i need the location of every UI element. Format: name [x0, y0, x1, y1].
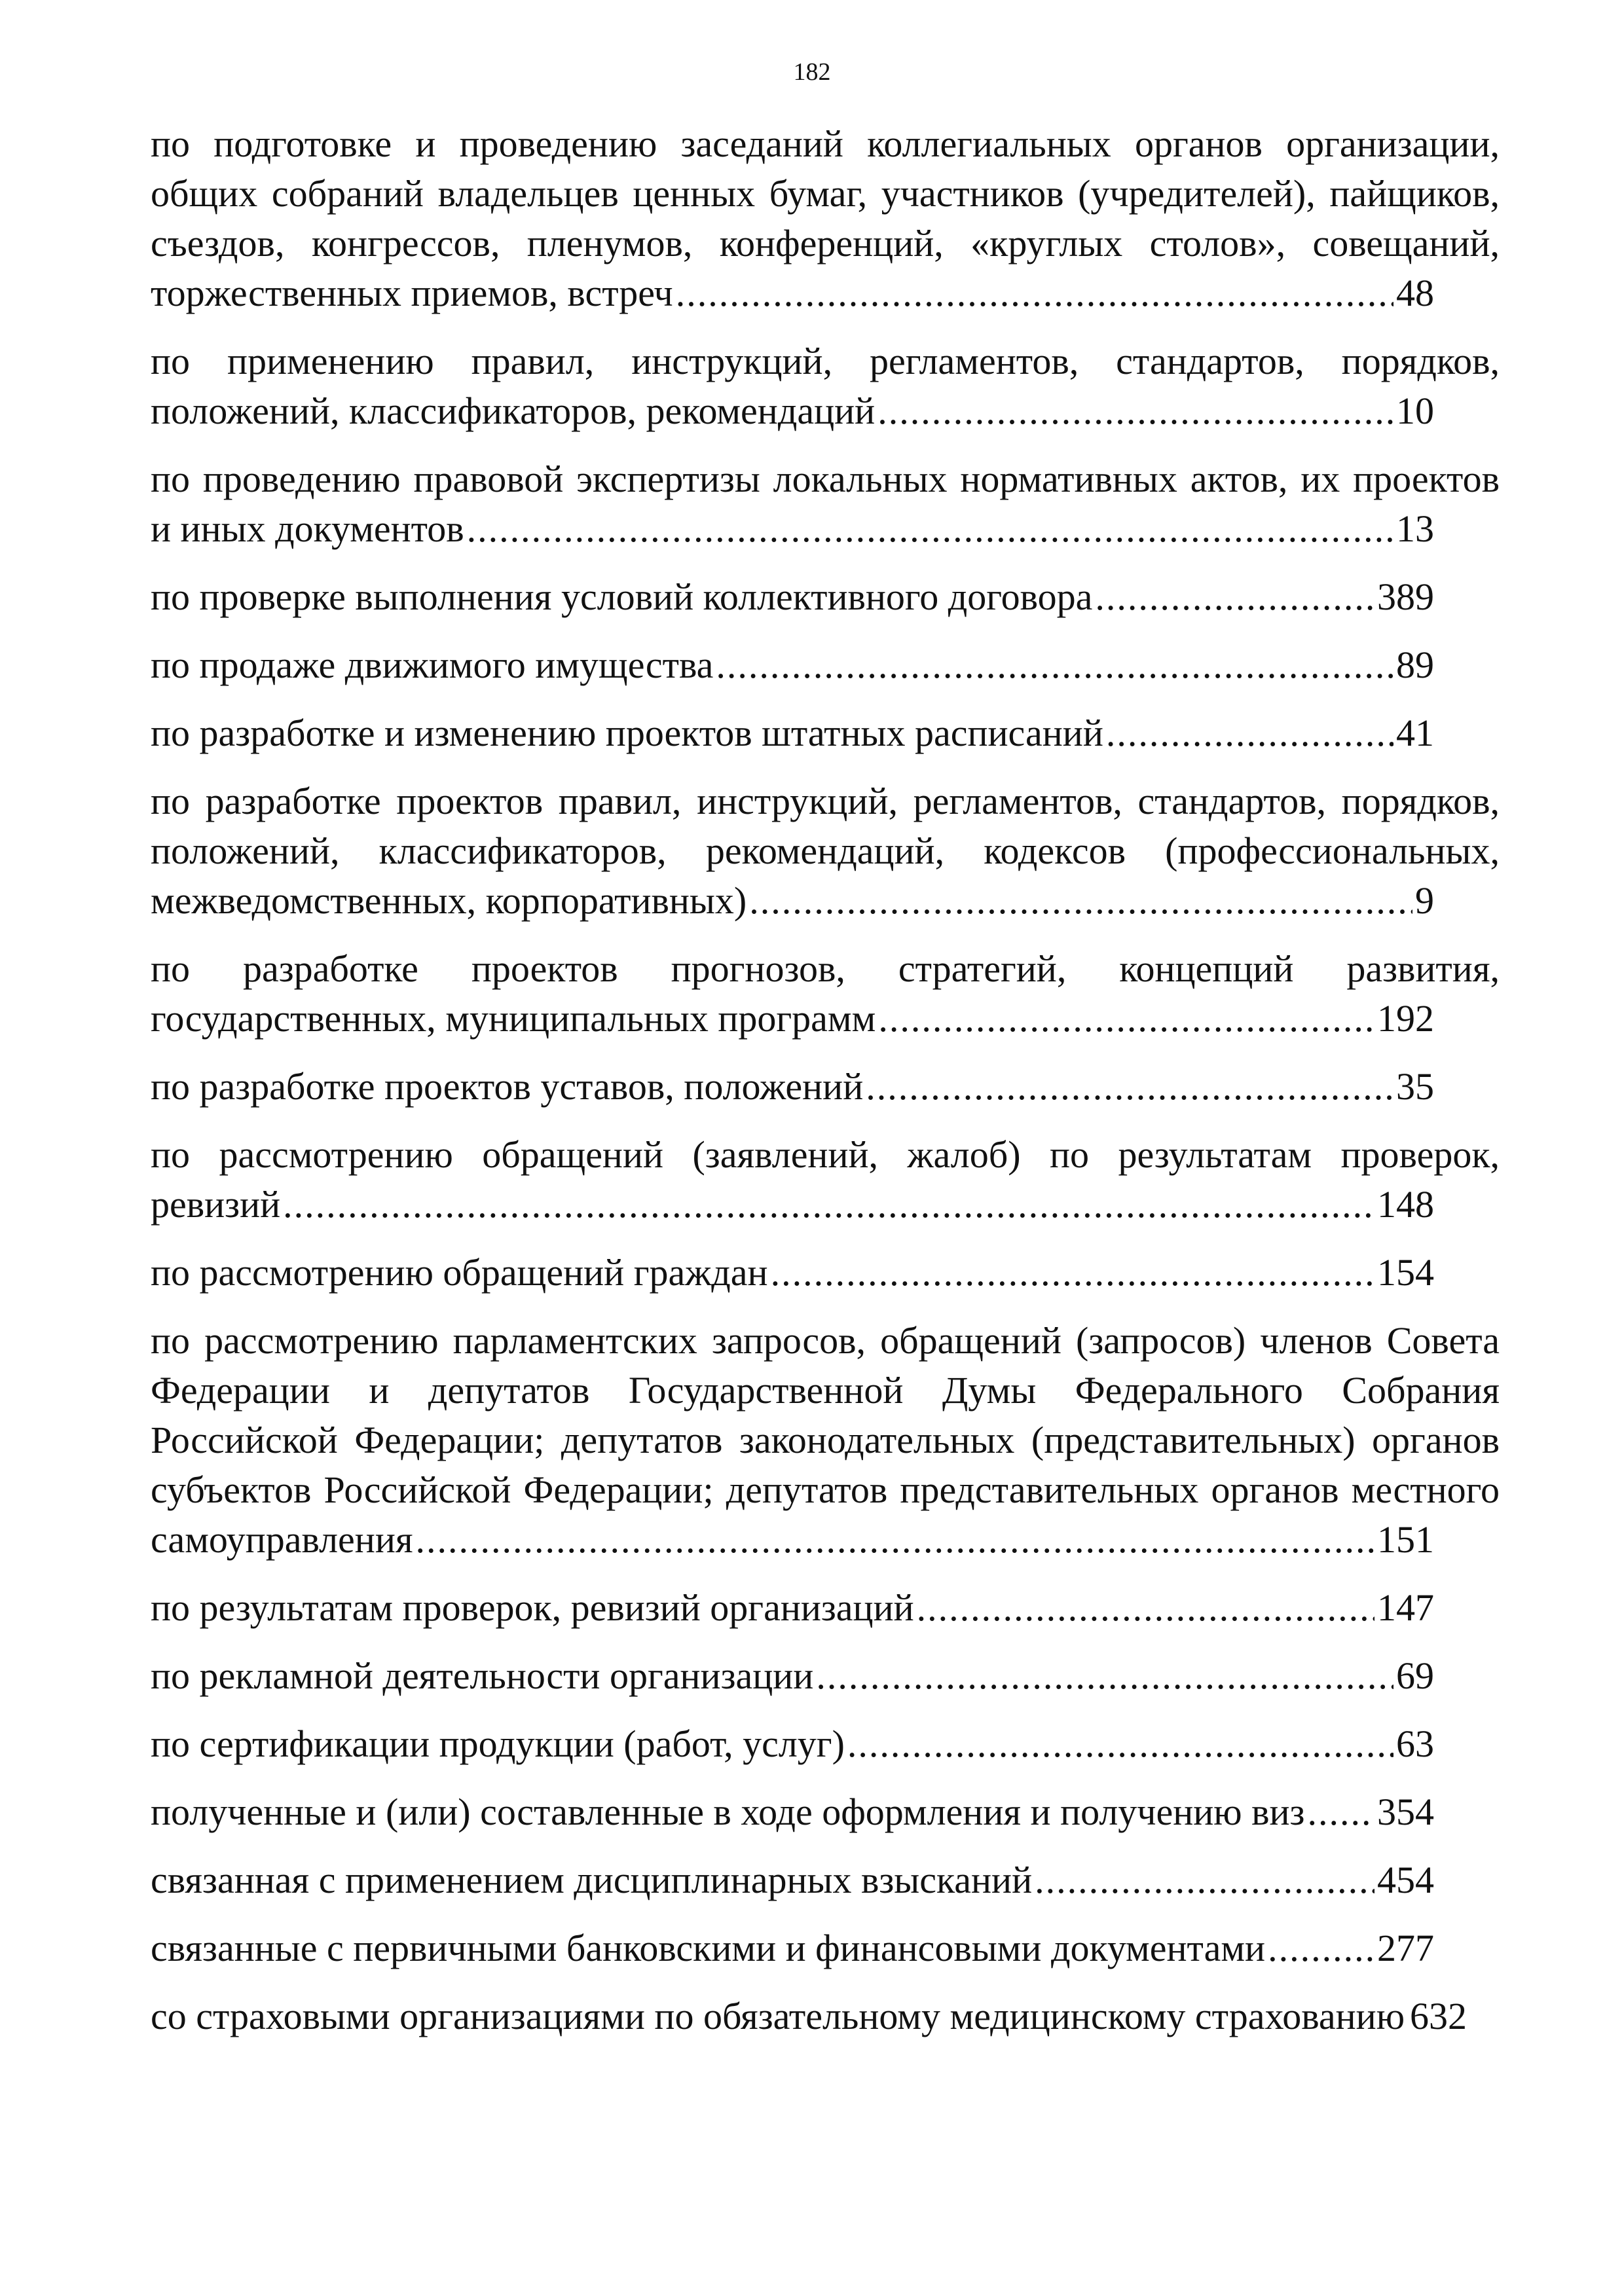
index-entry-line: по разработке проектов правил, инструкций, регламентов, стандартов, порядков, — [151, 780, 1500, 822]
page-number: 182 — [793, 58, 831, 86]
dot-leader — [467, 504, 1393, 554]
index-entry-page: 454 — [1377, 1859, 1434, 1901]
index-entry — [151, 337, 1500, 436]
index-entry-line: по подготовке и проведению заседаний коллегиальных органов организации, — [151, 122, 1500, 165]
dot-leader — [816, 1651, 1393, 1701]
index-entry — [151, 454, 1500, 554]
index-entry-line: общих собраний владельцев ценных бумаг, участников (учредителей), пайщиков, — [151, 172, 1500, 215]
dot-leader — [1106, 708, 1393, 758]
index-entry-last-line — [151, 572, 1434, 622]
index-entry-text: полученные и (или) составленные в ходе оформления и получению виз — [151, 1791, 1305, 1833]
index-entry-page: 192 — [1377, 997, 1434, 1040]
dot-leader — [771, 1248, 1375, 1298]
index-entry-last-line — [151, 1515, 1434, 1565]
index-entry-last-line — [151, 386, 1434, 436]
index-entry-line: Российской Федерации; депутатов законодательных (представительных) органов — [151, 1419, 1500, 1461]
dot-leader — [866, 1062, 1393, 1112]
index-entry-line: положений, классификаторов, рекомендаций, кодексов (профессиональных, — [151, 829, 1500, 872]
index-entry-page: 48 — [1396, 272, 1434, 314]
index-entry-page: 35 — [1396, 1065, 1434, 1108]
index-entry-last-line — [151, 268, 1434, 318]
index-entry-text: по разработке и изменению проектов штатных расписаний — [151, 712, 1103, 754]
dot-leader — [847, 1719, 1393, 1769]
index-entry-page: 9 — [1415, 879, 1434, 922]
index-entry-page: 41 — [1396, 712, 1434, 754]
dot-leader — [1035, 1855, 1375, 1905]
index-entry — [151, 1992, 1500, 2041]
index-entry — [151, 119, 1500, 318]
index-entry-text: связанная с применением дисциплинарных взысканий — [151, 1859, 1033, 1901]
dot-leader — [877, 386, 1393, 436]
index-entry-last-line — [151, 504, 1434, 554]
index-entry-page: 147 — [1377, 1586, 1434, 1629]
dot-leader — [749, 876, 1412, 926]
index-entry-last-line — [151, 1992, 1467, 2041]
index-entry-line: по разработке проектов прогнозов, стратегий, концепций развития, — [151, 947, 1500, 990]
index-entry-line: по применению правил, инструкций, регламентов, стандартов, порядков, — [151, 340, 1500, 382]
index-entry-last-line — [151, 876, 1434, 926]
index-entry-text: связанные с первичными банковскими и финансовыми документами — [151, 1927, 1266, 1969]
index-entry-text: государственных, муниципальных программ — [151, 997, 876, 1040]
index-entry-text: самоуправления — [151, 1518, 413, 1561]
index-entry-last-line — [151, 1787, 1434, 1837]
index-entry-page: 69 — [1396, 1654, 1434, 1697]
index-entry — [151, 944, 1500, 1044]
index-entry — [151, 1130, 1500, 1230]
index-entry — [151, 1248, 1500, 1298]
index-entry-line: по проведению правовой экспертизы локальных нормативных актов, их проектов — [151, 458, 1500, 500]
index-entry-last-line — [151, 1062, 1434, 1112]
index-entry-page: 148 — [1377, 1183, 1434, 1226]
index-entry — [151, 776, 1500, 926]
index-entry-line: съездов, конгрессов, пленумов, конференций, «круглых столов», совещаний, — [151, 222, 1500, 264]
index-entry — [151, 708, 1500, 758]
index-entry-last-line — [151, 1719, 1434, 1769]
index-entry-text: по рассмотрению обращений граждан — [151, 1251, 768, 1294]
index-entry-text: по сертификации продукции (работ, услуг) — [151, 1722, 845, 1765]
index-entry-text: межведомственных, корпоративных) — [151, 879, 747, 922]
index-entry-last-line — [151, 1923, 1434, 1973]
index-entry — [151, 1923, 1500, 1973]
index-entry-page: 154 — [1377, 1251, 1434, 1294]
index-entry-text: положений, классификаторов, рекомендаций — [151, 390, 876, 432]
index-entry-text: и иных документов — [151, 507, 464, 550]
index-entry-page: 277 — [1377, 1927, 1434, 1969]
dot-leader — [1095, 572, 1375, 622]
index-entry-page: 151 — [1377, 1518, 1434, 1561]
subject-index — [151, 119, 1500, 2060]
index-entry-text: ревизий — [151, 1183, 281, 1226]
index-entry-text: по проверке выполнения условий коллективного договора — [151, 575, 1093, 618]
dot-leader — [676, 268, 1393, 318]
index-entry — [151, 1316, 1500, 1565]
index-entry-text: по рекламной деятельности организации — [151, 1654, 814, 1697]
index-entry-last-line — [151, 994, 1434, 1044]
index-entry-page: 10 — [1396, 390, 1434, 432]
dot-leader — [716, 640, 1393, 690]
index-entry-page: 389 — [1377, 575, 1434, 618]
index-entry-line: по рассмотрению парламентских запросов, обращений (запросов) членов Совета — [151, 1319, 1500, 1362]
index-entry — [151, 1855, 1500, 1905]
index-entry-last-line — [151, 1180, 1434, 1230]
dot-leader — [1268, 1923, 1375, 1973]
index-entry-page: 354 — [1377, 1791, 1434, 1833]
index-entry-text: по результатам проверок, ревизий организаций — [151, 1586, 914, 1629]
index-entry-text: торжественных приемов, встреч — [151, 272, 673, 314]
dot-leader — [283, 1180, 1375, 1230]
index-entry — [151, 572, 1500, 622]
index-entry — [151, 1651, 1500, 1701]
index-entry — [151, 1719, 1500, 1769]
index-entry — [151, 1583, 1500, 1633]
index-entry-line: по рассмотрению обращений (заявлений, жалоб) по результатам проверок, — [151, 1133, 1500, 1176]
dot-leader — [416, 1515, 1375, 1565]
index-entry-last-line — [151, 708, 1434, 758]
index-entry-page: 13 — [1396, 507, 1434, 550]
index-entry-text: по разработке проектов уставов, положений — [151, 1065, 864, 1108]
index-entry — [151, 1787, 1500, 1837]
index-entry-page: 632 — [1410, 1995, 1467, 2037]
index-entry-line: Федерации и депутатов Государственной Думы Федерального Собрания — [151, 1369, 1500, 1412]
index-entry-page: 63 — [1396, 1722, 1434, 1765]
dot-leader — [878, 994, 1375, 1044]
dot-leader — [917, 1583, 1375, 1633]
index-entry-text: со страховыми организациями по обязательному медицинскому страхованию — [151, 1995, 1405, 2037]
index-entry-line: субъектов Российской Федерации; депутатов представительных органов местного — [151, 1468, 1500, 1511]
index-entry-last-line — [151, 1651, 1434, 1701]
index-entry — [151, 640, 1500, 690]
index-entry-text: по продаже движимого имущества — [151, 644, 714, 686]
index-entry-last-line — [151, 1583, 1434, 1633]
index-entry-last-line — [151, 640, 1434, 690]
index-entry-last-line — [151, 1248, 1434, 1298]
index-entry-page: 89 — [1396, 644, 1434, 686]
dot-leader — [1307, 1787, 1375, 1837]
index-entry-last-line — [151, 1855, 1434, 1905]
index-entry — [151, 1062, 1500, 1112]
